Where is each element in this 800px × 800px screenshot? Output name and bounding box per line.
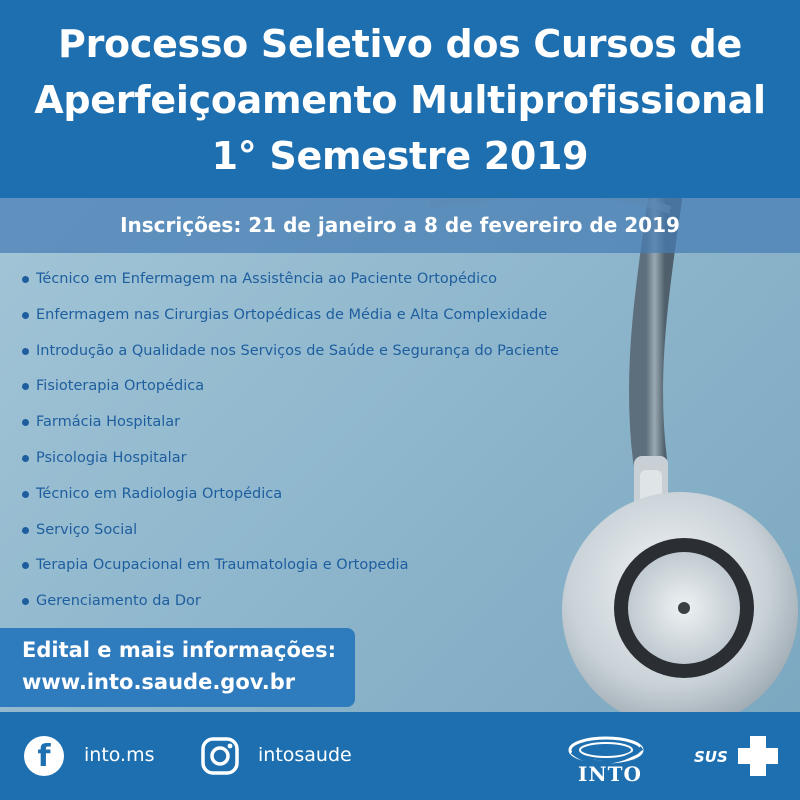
sus-cross-icon (736, 734, 780, 778)
registration-dates: Inscrições: 21 de janeiro a 8 de fevereiro de 2019 (0, 198, 800, 253)
facebook-icon[interactable]: f (24, 736, 64, 776)
bullet-icon (22, 455, 29, 462)
list-item (22, 479, 559, 515)
info-box (0, 628, 355, 707)
bullet-icon (22, 598, 29, 605)
course-name: Introdução a Qualidade nos Serviços de Saúde e Segurança do Paciente (36, 342, 559, 359)
bullet-icon (22, 419, 29, 426)
website-link[interactable]: www.into.saude.gov.br (22, 670, 296, 694)
bullet-icon (22, 562, 29, 569)
bullet-icon (22, 312, 29, 319)
list-item (22, 515, 559, 551)
title-line-1: Processo Seletivo dos Cursos de (58, 22, 742, 66)
course-name: Fisioterapia Ortopédica (36, 378, 205, 395)
footer (0, 712, 800, 800)
list-item (22, 371, 559, 407)
course-name: Enfermagem nas Cirurgias Ortopédicas de Média e Alta Complexidade (36, 306, 548, 323)
instagram-handle[interactable]: intosaude (258, 744, 352, 766)
course-name: Técnico em Enfermagem na Assistência ao Paciente Ortopédico (36, 271, 497, 287)
course-list (22, 264, 559, 622)
bullet-icon (22, 383, 29, 390)
title-line-2: Aperfeiçoamento Multiprofissional (34, 78, 766, 122)
bullet-icon (22, 348, 29, 355)
course-name: Terapia Ocupacional em Traumatologia e Ortopedia (36, 557, 409, 574)
course-name: Serviço Social (36, 521, 138, 538)
bullet-icon (22, 491, 29, 498)
course-name: Técnico em Radiologia Ortopédica (36, 485, 283, 502)
list-item (22, 407, 559, 443)
header-banner (0, 0, 800, 198)
bullet-icon (22, 276, 29, 283)
course-name: Farmácia Hospitalar (36, 414, 181, 431)
bullet-icon (22, 527, 29, 534)
info-label: Edital e mais informações: (22, 638, 337, 662)
list-item (22, 300, 559, 336)
list-item (22, 550, 559, 586)
title-line-3: 1° Semestre 2019 (211, 134, 589, 178)
instagram-icon[interactable] (200, 736, 240, 776)
list-item (22, 586, 559, 622)
list-item (22, 336, 559, 372)
list-item (22, 443, 559, 479)
list-item (22, 264, 559, 300)
course-name: Gerenciamento da Dor (36, 593, 201, 610)
sus-logo-text: SUS (694, 748, 728, 766)
course-name: Psicologia Hospitalar (36, 449, 187, 466)
page-title (0, 0, 800, 184)
into-logo-text: INTO (578, 762, 642, 786)
facebook-handle[interactable]: into.ms (84, 744, 155, 766)
